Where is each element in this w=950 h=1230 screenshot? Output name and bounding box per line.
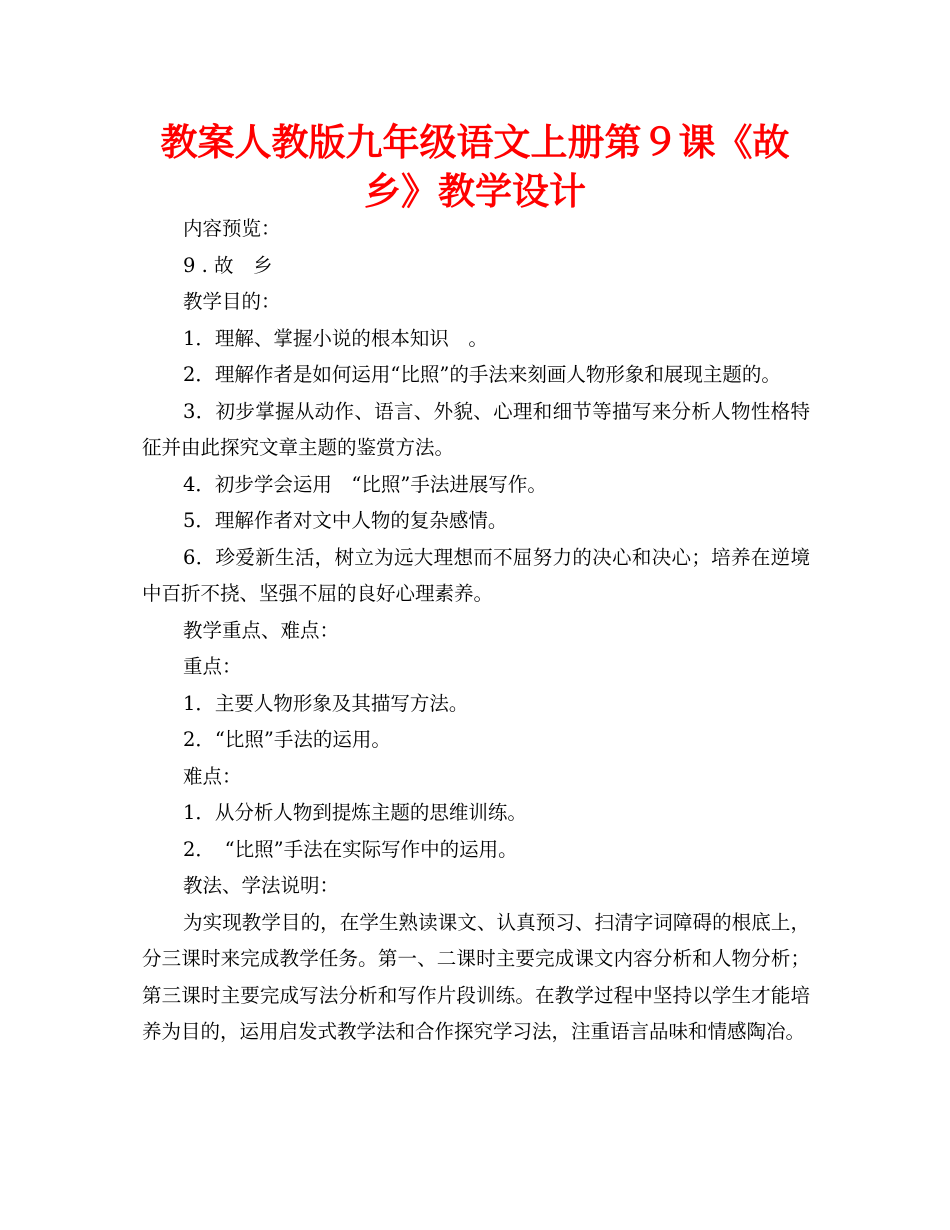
paragraph-key-points-heading: 教学重点、难点：: [183, 618, 340, 642]
paragraph-key-2: 2．“比照”手法的运用。: [183, 728, 391, 751]
paragraph-difficulty-label: 难点：: [183, 764, 242, 788]
paragraph-objective-1: 1．理解、掌握小说的根本知识 。: [183, 326, 488, 350]
paragraph-methods-heading: 教法、学法说明：: [183, 874, 340, 897]
paragraph-objectives-heading: 教学目的：: [183, 290, 281, 313]
paragraph-methods-body: 为实现教学目的，在学生熟读课文、认真预习、扫清字词障碍的根底上，分三课时来完成教学任务。第一、二课时主要完成课文内容分析和人物分析；第三课时主要完成写法分析和写作片段训练。在教学过程中坚持以学生才能培养为目的，运用启发式教学法和合作探究学习法，注重语言品味和情感陶冶。: [142, 910, 810, 1043]
paragraph-key-1: 1．主要人物形象及其描写方法。: [183, 691, 469, 715]
paragraph-objective-2: 2．理解作者是如何运用“比照”的手法来刻画人物形象和展现主题的。: [183, 363, 781, 386]
document-title: 教案人教版九年级语文上册第９课《故乡》教学设计: [160, 121, 790, 213]
paragraph-key-label: 重点：: [183, 655, 242, 678]
paragraph-objective-4: 4．初步学会运用 “比照”手法进展写作。: [183, 472, 547, 496]
paragraph-objective-5: 5．理解作者对文中人物的复杂感情。: [183, 509, 508, 532]
paragraph-lesson-heading: 9 . 故 乡: [183, 253, 273, 277]
paragraph-objective-3: 3．初步掌握从动作、语言、外貌、心理和细节等描写来分析人物性格特征并由此探究文章主题的鉴赏方法。: [142, 399, 810, 459]
paragraph-difficulty-2: 2． “比照”手法在实际写作中的运用。: [183, 837, 518, 861]
document-body: [142, 211, 810, 1051]
paragraph-difficulty-1: 1．从分析人物到提炼主题的思维训练。: [183, 801, 527, 824]
paragraph-objective-6: 6．珍爱新生活，树立为远大理想而不屈努力的决心和决心；培养在逆境中百折不挠、坚强不屈的良好心理素养。: [142, 545, 810, 605]
paragraph-preview-label: 内容预览：: [183, 217, 281, 240]
